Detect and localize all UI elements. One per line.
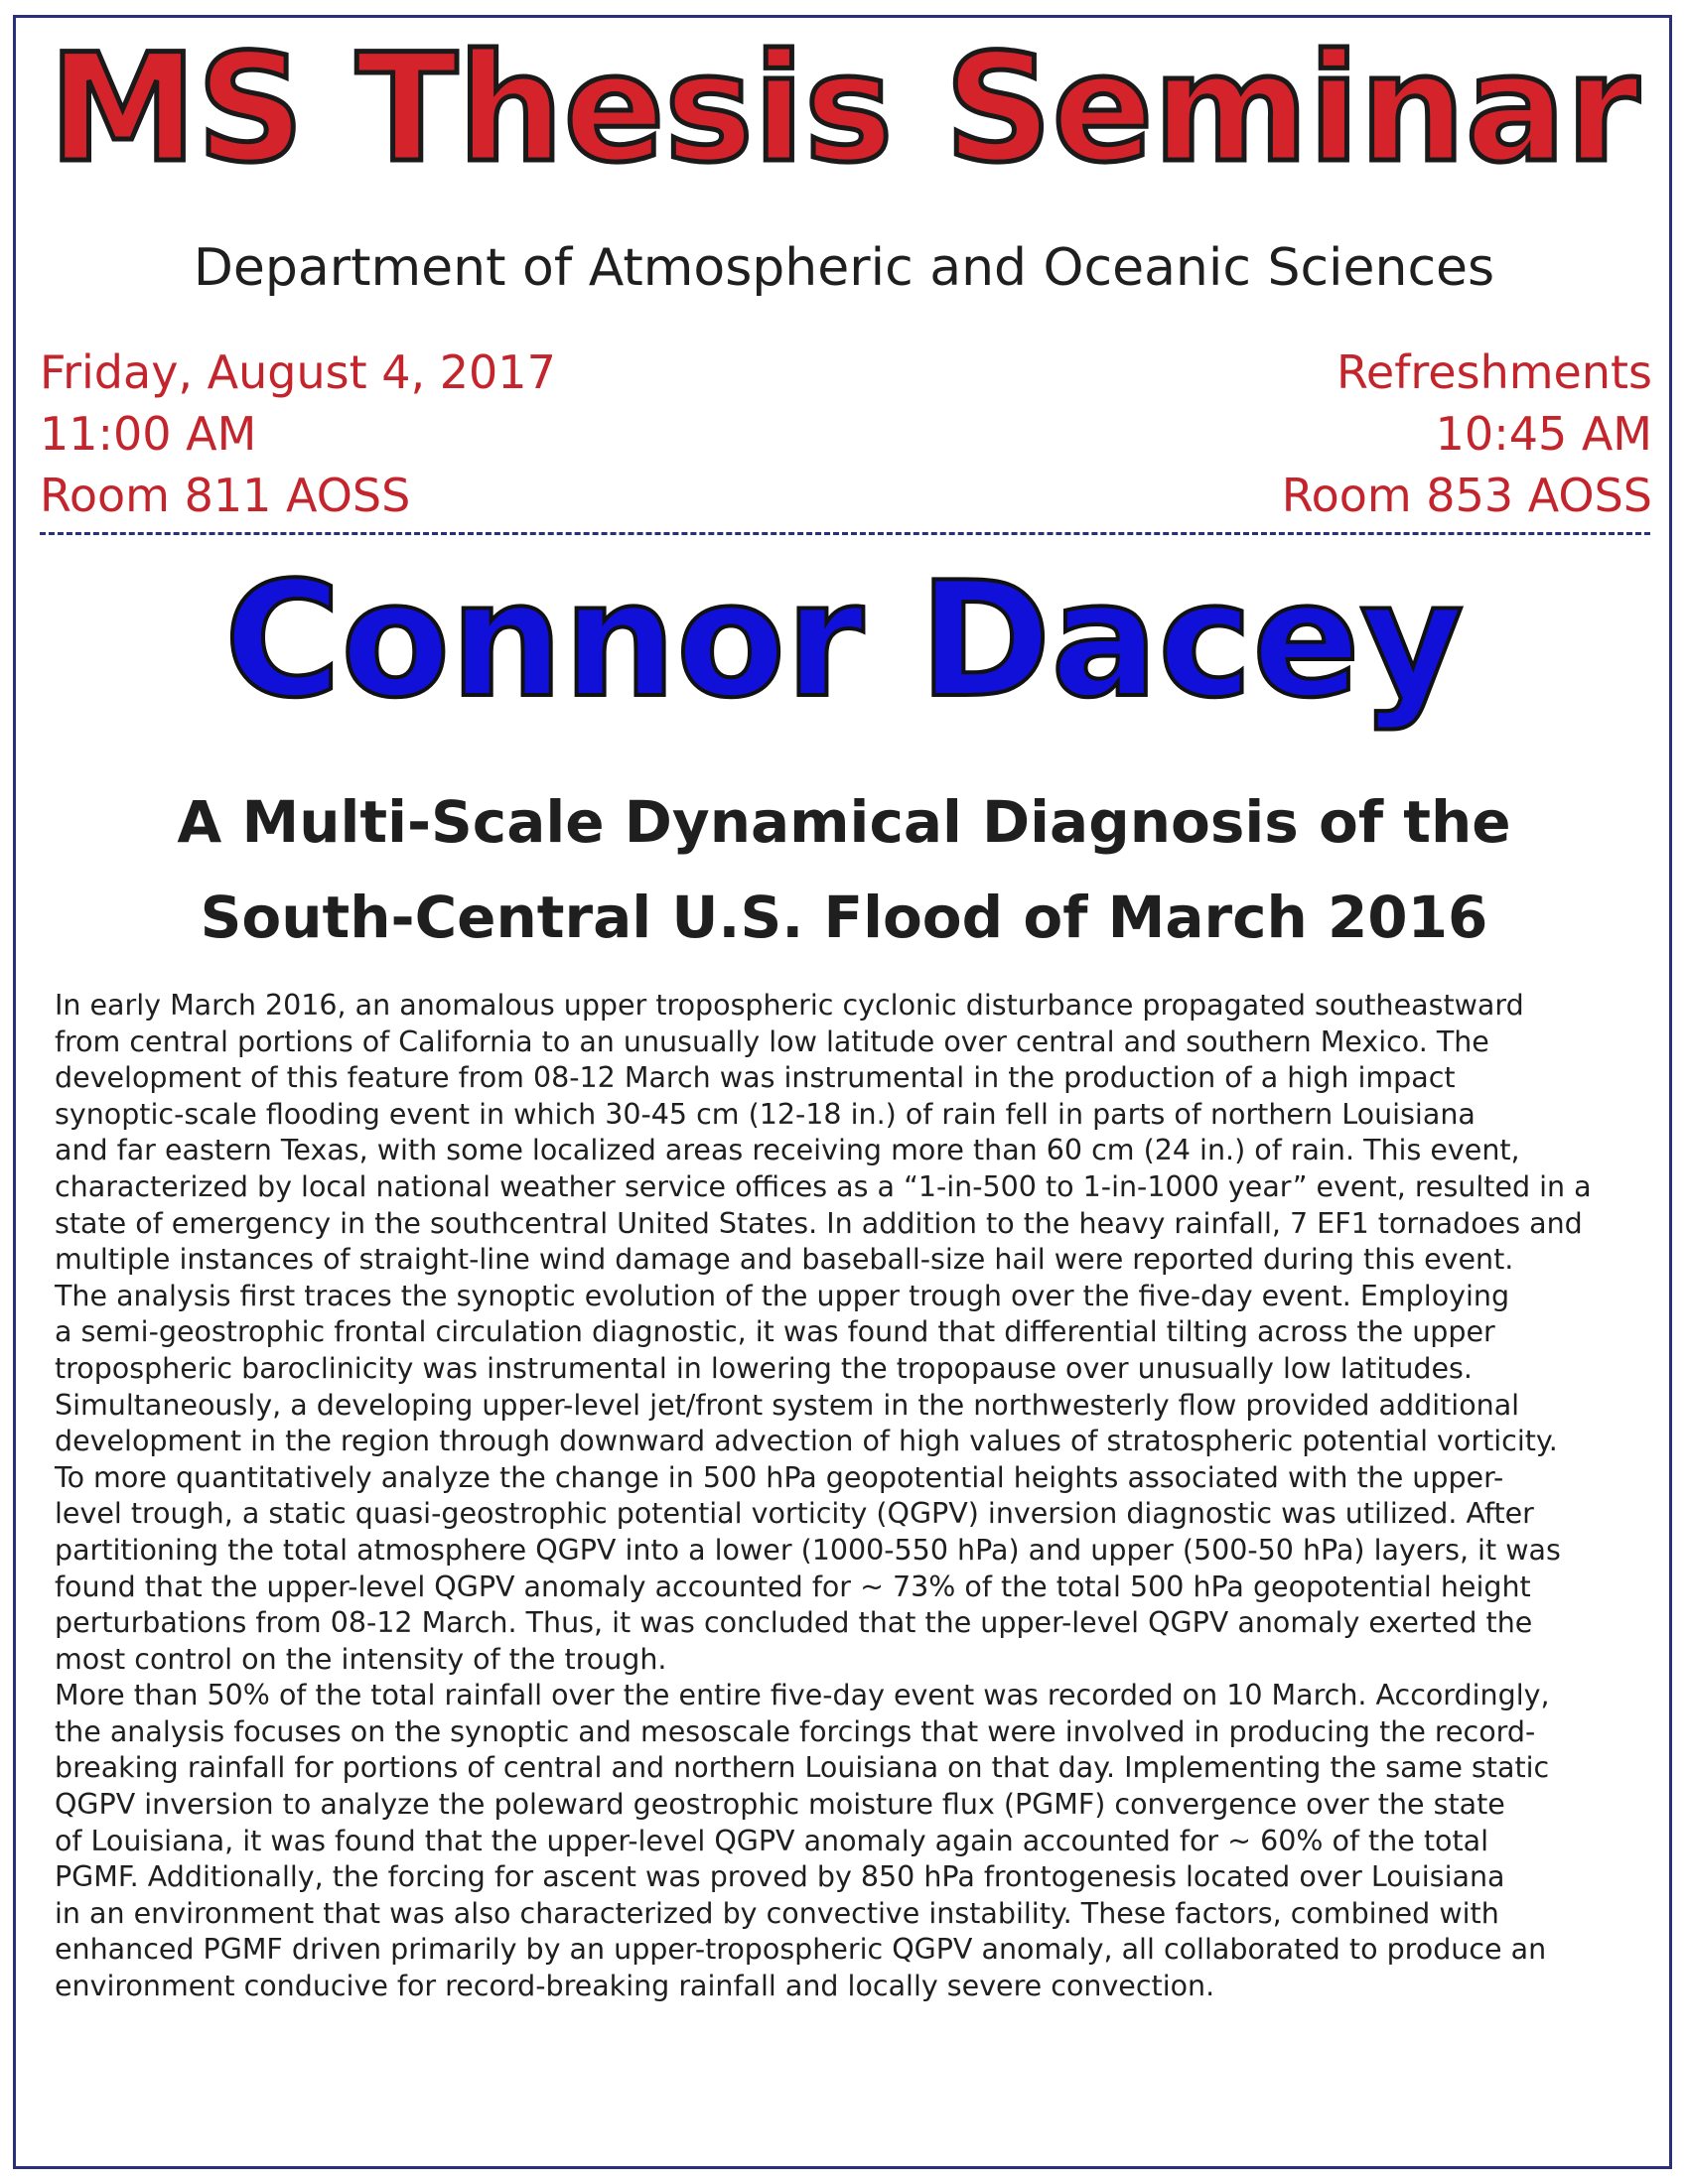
abstract-line: tropospheric baroclinicity was instrumental in lowering the tropopause over unusually low latitudes. [55, 1351, 1473, 1385]
abstract-line: synoptic-scale flooding event in which 30-45 cm (12-18 in.) of rain fell in parts of northern Louisiana [55, 1097, 1476, 1131]
abstract-line: perturbations from 08-12 March. Thus, it was concluded that the upper-level QGPV anomaly exerted the [55, 1606, 1533, 1640]
abstract-line: in an environment that was also characterized by convective instability. These factors, combined with [55, 1896, 1499, 1930]
event-time: 11:00 AM [40, 407, 257, 461]
abstract-line: multiple instances of straight-line wind damage and baseball-size hail were reported during this event. [55, 1243, 1514, 1277]
abstract-line: found that the upper-level QGPV anomaly accounted for ~ 73% of the total 500 hPa geopotential height [55, 1570, 1531, 1603]
refreshments-time: 10:45 AM [1435, 407, 1652, 461]
abstract-line: breaking rainfall for portions of central and northern Louisiana on that day. Implementing the same static [55, 1751, 1550, 1785]
refreshments-room: Room 853 AOSS [1281, 469, 1652, 522]
event-room: Room 811 AOSS [40, 469, 411, 522]
abstract-line: To more quantitatively analyze the change in 500 hPa geopotential heights associated with the upper- [55, 1460, 1504, 1494]
talk-title-line: A Multi-Scale Dynamical Diagnosis of the [177, 788, 1511, 856]
abstract-line: the analysis focuses on the synoptic and mesoscale forcings that were involved in producing the record- [55, 1714, 1536, 1748]
talk-title-line: South-Central U.S. Flood of March 2016 [200, 884, 1488, 951]
abstract-line: most control on the intensity of the trough. [55, 1642, 667, 1676]
abstract-line: environment conducive for record-breaking rainfall and locally severe convection. [55, 1970, 1215, 2003]
abstract [55, 988, 1653, 2005]
abstract-line: partitioning the total atmosphere QGPV into a lower (1000-550 hPa) and upper (500-50 hPa) layers, it was [55, 1533, 1561, 1567]
refreshments-label: Refreshments [1336, 345, 1652, 399]
abstract-line: QGPV inversion to analyze the poleward geostrophic moisture flux (PGMF) convergence over the state [55, 1788, 1505, 1822]
abstract-line: a semi-geostrophic frontal circulation diagnostic, it was found that differential tilting across the upper [55, 1315, 1495, 1349]
abstract-line: More than 50% of the total rainfall over the entire five-day event was recorded on 10 March. Accordingly, [55, 1679, 1550, 1712]
abstract-line: from central portions of California to an unusually low latitude over central and southern Mexico. The [55, 1024, 1489, 1058]
abstract-line: development in the region through downward advection of high values of stratospheric potential vorticity. [55, 1425, 1558, 1458]
abstract-line: of Louisiana, it was found that the upper-level QGPV anomaly again accounted for ~ 60% of the total [55, 1824, 1489, 1857]
abstract-line: development of this feature from 08-12 March was instrumental in the production of a high impact [55, 1061, 1456, 1095]
abstract-line: state of emergency in the southcentral United States. In addition to the heavy rainfall, 7 EF1 tornadoes and [55, 1206, 1583, 1240]
abstract-line: enhanced PGMF driven primarily by an upper-tropospheric QGPV anomaly, all collaborated to produce an [55, 1933, 1547, 1967]
abstract-line: characterized by local national weather service offices as a “1-in-500 to 1-in-1000 year” event, resulted in a [55, 1169, 1592, 1203]
abstract-line: PGMF. Additionally, the forcing for ascent was proved by 850 hPa frontogenesis located over Louisiana [55, 1860, 1505, 1894]
dashed-divider [40, 532, 1650, 535]
abstract-line: In early March 2016, an anomalous upper tropospheric cyclonic disturbance propagated southeastward [55, 989, 1524, 1022]
abstract-line: and far eastern Texas, with some localized areas receiving more than 60 cm (24 in.) of rain. This event, [55, 1134, 1520, 1167]
event-date: Friday, August 4, 2017 [40, 345, 556, 399]
abstract-line: level trough, a static quasi-geostrophic potential vorticity (QGPV) inversion diagnostic was utilized. After [55, 1497, 1534, 1531]
department-name: Department of Atmospheric and Oceanic Sciences [193, 238, 1495, 298]
abstract-line: The analysis first traces the synoptic evolution of the upper trough over the five-day event. Employing [55, 1279, 1510, 1312]
seminar-title: MS Thesis Seminar [48, 23, 1640, 196]
abstract-line: Simultaneously, a developing upper-level jet/front system in the northwesterly flow provided additional [55, 1388, 1520, 1422]
talk-title [0, 774, 1688, 965]
event-details [40, 341, 556, 526]
refreshments-details [1282, 341, 1652, 526]
speaker-name: Connor Dacey [223, 547, 1465, 733]
